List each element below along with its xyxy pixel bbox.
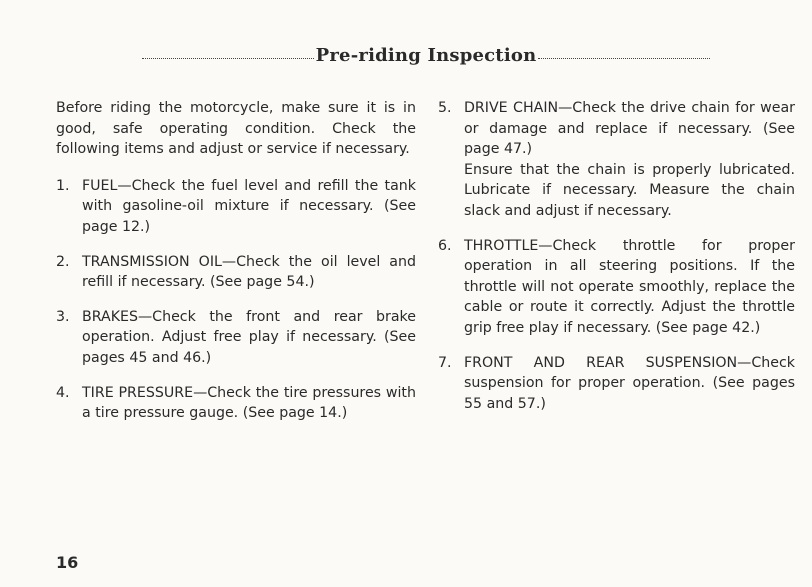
inspection-item-suspension [438, 353, 795, 415]
item-number: 6. [438, 237, 452, 254]
inspection-item-throttle [438, 236, 795, 339]
inspection-item-tire-pressure [56, 383, 416, 424]
inspection-item-fuel [56, 176, 416, 238]
intro-paragraph: Before riding the motorcycle, make sure it is in good, safe operating condition. Check the following items and adjust or service if necessary. [56, 100, 416, 158]
section-title: Pre-riding Inspection [315, 44, 537, 66]
item-text: THROTTLE—Check throttle for proper operation in all steering positions. If the throttle will not operate smoothly, replace the cable or route it correctly. Adjust the throttle grip free play if necessary. (See page 42.) [464, 237, 795, 336]
item-text: BRAKES—Check the front and rear brake operation. Adjust free play if necessary. (See pages 45 and 46.) [82, 308, 416, 366]
inspection-item-drive-chain [438, 98, 795, 222]
page-number: 16 [56, 553, 79, 572]
item-number: 1. [56, 177, 70, 194]
item-text: FUEL—Check the fuel level and refill the tank with gasoline-oil mixture if necessary. (See page 12.) [82, 177, 416, 235]
item-number: 2. [56, 253, 70, 270]
inspection-item-brakes [56, 307, 416, 369]
item-number: 3. [56, 308, 70, 325]
right-column [438, 98, 795, 428]
item-text: TRANSMISSION OIL—Check the oil level and refill if necessary. (See page 54.) [82, 253, 416, 291]
header-leader-right [538, 58, 710, 59]
inspection-item-transmission-oil [56, 252, 416, 293]
item-text: TIRE PRESSURE—Check the tire pressures with a tire pressure gauge. (See page 14.) [82, 384, 416, 422]
item-number: 4. [56, 384, 70, 401]
header-leader-left [142, 58, 314, 59]
left-column [56, 98, 416, 438]
item-number: 5. [438, 100, 452, 116]
item-extra-text: Ensure that the chain is properly lubricated. Lubricate if necessary. Measure the chain slack and adjust if necessary. [464, 161, 795, 219]
section-header [142, 42, 710, 68]
item-number: 7. [438, 354, 452, 371]
item-text: DRIVE CHAIN—Check the drive chain for wear or damage and replace if necessary. (See page 47.) [464, 100, 795, 158]
item-text: FRONT AND REAR SUSPENSION—Check suspension for proper operation. (See pages 55 and 57.) [464, 354, 795, 412]
